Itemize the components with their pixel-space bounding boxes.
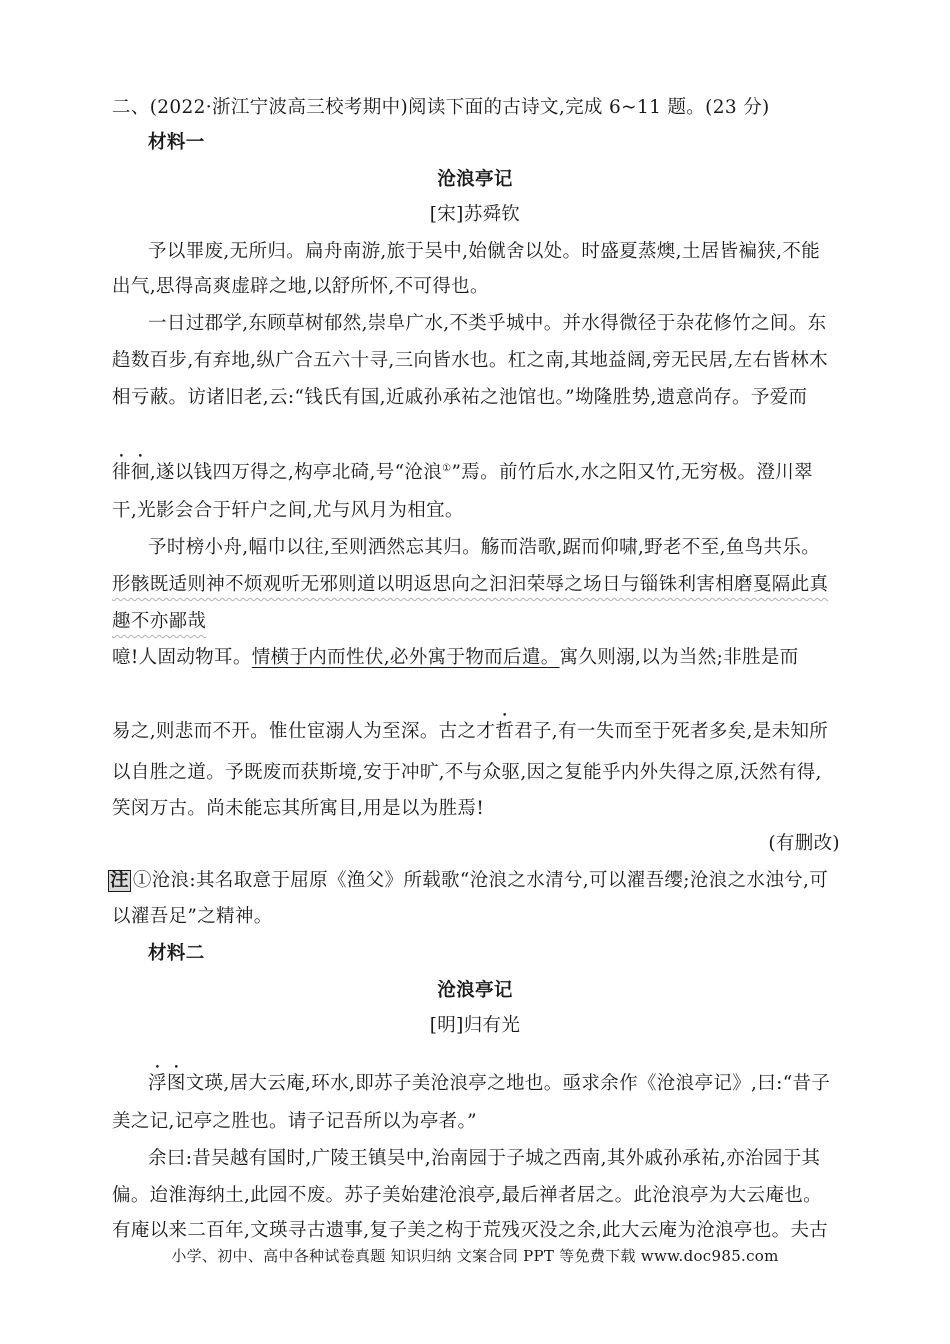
dotted-word: 浮图 xyxy=(148,1073,186,1094)
material-one-label: 材料一 xyxy=(148,132,205,153)
m2-p2-line3: 有庵以来二百年,文瑛寻古遗事,复子美之构于荒残灭没之余,此大云庵为沧浪亭也。夫古 xyxy=(112,1220,829,1241)
m2-p1-line1: 浮图文瑛,居大云庵,环水,即苏子美沧浪亭之地也。亟求余作《沧浪亭记》,曰:“昔子 xyxy=(148,1073,831,1094)
m1-p2-line5: 干,光影会合于轩户之间,尤与风月为相宜。 xyxy=(112,500,464,521)
m2-p2-line1: 余曰:昔吴越有国时,广陵王镇吴中,治南园于子城之西南,其外戚孙承祐,亦治园于其 xyxy=(148,1148,821,1169)
m1-p3-line1: 予时榜小舟,幅巾以往,至则洒然忘其归。觞而浩歌,踞而仰啸,野老不至,鱼鸟共乐。 xyxy=(148,537,821,558)
m1-p4-line2: 易之,则悲而不开。惟仕宦溺人为至深。古之才哲君子,有一失而至于死者多矣,是未知所 xyxy=(112,721,829,742)
material-two-author: [明]归有光 xyxy=(429,1015,521,1036)
m1-p2-line3: 相亏蔽。访诸旧老,云:“钱氏有国,近戚孙承祐之池馆也。”坳隆胜势,遗意尚存。予爱而 xyxy=(112,387,808,408)
material-two-title: 沧浪亭记 xyxy=(437,980,513,1001)
material-two-label: 材料二 xyxy=(148,943,205,964)
m2-p1-line2: 美之记,记亭之胜也。请子记吾所以为亭者。” xyxy=(112,1111,477,1132)
m1-p4-line1: 噫!人固动物耳。情横于内而性伏,必外寓于物而后遣。寓久则溺,以为当然;非胜是而 xyxy=(112,647,799,668)
underlined-sentence: 情横于内而性伏,必外寓于物而后遣。 xyxy=(251,647,560,668)
question-header: 二、(2022·浙江宁波高三校考期中)阅读下面的古诗文,完成 6~11 题。(23 分) xyxy=(112,97,770,118)
footnote-line1: 注 ①沧浪:其名取意于屈原《渔父》所载歌“沧浪之水清兮,可以濯吾缨;沧浪之水浊兮,可 xyxy=(110,870,829,891)
footnote-line2: 以濯吾足”之精神。 xyxy=(112,906,273,927)
material-one-author: [宋]苏舜钦 xyxy=(429,204,521,225)
material-one-title: 沧浪亭记 xyxy=(437,169,513,190)
m1-p2-line4: 徘徊,遂以钱四万得之,构亭北碕,号“沧浪①”焉。前竹后水,水之阳又竹,无穷极。澄川翠 xyxy=(112,462,814,483)
source-note: (有删改) xyxy=(768,833,840,854)
m1-p4-line3: 以自胜之道。予既废而获斯境,安于冲旷,不与众驱,因之复能乎内外失得之原,沃然有得, xyxy=(112,762,822,783)
footnote-marker: ① xyxy=(442,462,452,474)
m1-p1-line1: 予以罪废,无所归。扁舟南游,旅于吴中,始僦舍以处。时盛夏蒸燠,土居皆褊狭,不能 xyxy=(148,241,821,262)
page-footer: 小学、初中、高中各种试卷真题 知识归纳 文案合同 PPT 等免费下载 www.doc985.com xyxy=(171,1247,779,1265)
m1-p3-wavy-line2: 趣不亦鄙哉 xyxy=(112,611,207,632)
m1-p2-line2: 趋数百步,有弃地,纵广合五六十寻,三向皆水也。杠之南,其地益阔,旁无民居,左右皆林木 xyxy=(112,350,828,371)
dotted-word: 哲 xyxy=(495,721,515,742)
note-label-badge: 注 xyxy=(110,870,129,891)
m1-p3-wavy-line1: 形骸既适则神不烦观听无邪则道以明返思向之汩汩荣辱之场日与锱铢利害相磨戛隔此真 xyxy=(112,574,829,595)
m1-p4-line4: 笑闵万古。尚未能忘其所寓目,用是以为胜焉! xyxy=(112,798,485,819)
m1-p1-line2: 出气,思得高爽虚辟之地,以舒所怀,不可得也。 xyxy=(112,276,489,297)
m1-p2-line1: 一日过郡学,东顾草树郁然,崇阜广水,不类乎城中。并水得微径于杂花修竹之间。东 xyxy=(148,313,827,334)
dotted-word: 徘徊 xyxy=(112,462,150,483)
m2-p2-line2: 偏。迨淮海纳土,此园不废。苏子美始建沧浪亭,最后禅者居之。此沧浪亭为大云庵也。 xyxy=(112,1185,822,1206)
